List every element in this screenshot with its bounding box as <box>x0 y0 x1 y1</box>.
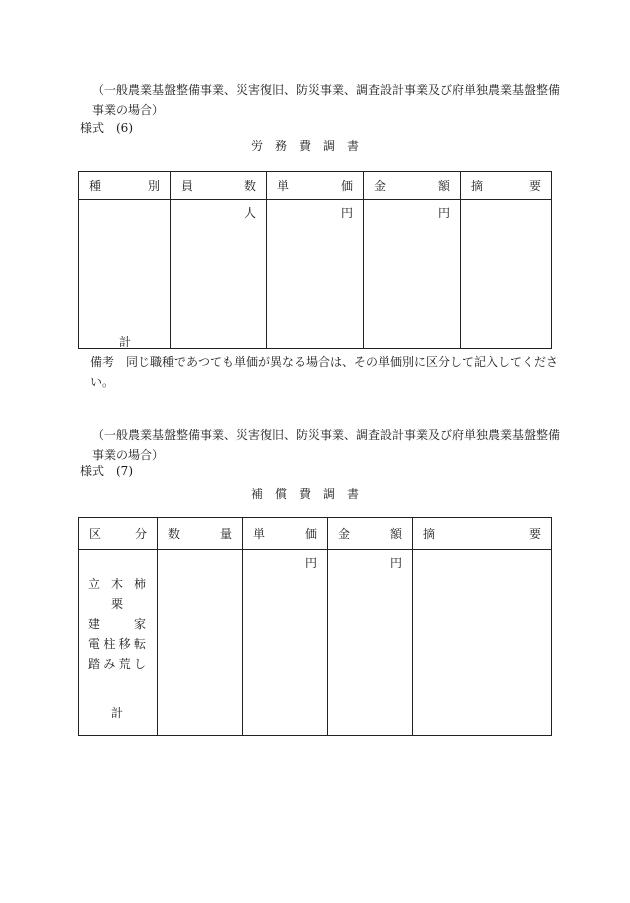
form7-number: 様式 (7) <box>80 464 133 478</box>
char: 価 <box>340 179 353 193</box>
form7-header-cell <box>243 518 328 550</box>
char: 要 <box>528 179 541 193</box>
char: 栗 <box>110 597 123 611</box>
form6-header-row <box>79 172 552 200</box>
form7-unitprice-cell[interactable] <box>243 550 328 736</box>
form6-h-amount <box>364 177 460 194</box>
unit-label: 円 <box>437 206 450 220</box>
form6-header-cell <box>364 172 461 200</box>
char: 要 <box>528 527 541 541</box>
form7-header-cell <box>328 518 413 550</box>
form7-header-cell <box>413 518 552 550</box>
char: 区 <box>89 527 102 541</box>
form6-number: 様式 (6) <box>80 121 133 135</box>
form7-remarks-cell[interactable] <box>413 550 552 736</box>
char: 移 <box>118 637 131 651</box>
char: 種 <box>89 179 102 193</box>
form6-amount-cell[interactable] <box>364 200 461 349</box>
form6-total-label: 計 <box>119 335 132 349</box>
form7-item <box>88 634 146 654</box>
char: 摘 <box>471 179 484 193</box>
form6-header-cell <box>171 172 267 200</box>
unit-label: 円 <box>389 556 402 570</box>
form7-h-category <box>79 525 157 542</box>
char: 踏 <box>88 657 101 671</box>
form7-header-cell <box>158 518 243 550</box>
char: 量 <box>219 527 232 541</box>
form7-h-unitprice <box>243 525 327 542</box>
char: 建 <box>88 617 101 631</box>
form6-scope: （一般農業基盤整備事業、災害復旧、防災事業、調査設計事業及び府単独農業基盤整備事業の場合） <box>92 83 561 117</box>
form6-note: 備考 同じ職種であつても単価が異なる場合は、その単価別に区分して記入してください。 <box>90 355 559 389</box>
char: 電 <box>88 637 101 651</box>
char: 単 <box>253 527 266 541</box>
form6-body-row <box>79 200 552 349</box>
char: 金 <box>338 527 351 541</box>
unit-label: 円 <box>304 556 317 570</box>
form7-scope: （一般農業基盤整備事業、災害復旧、防災事業、調査設計事業及び府単独農業基盤整備事業の場合） <box>92 428 561 462</box>
char: 柿 <box>133 577 146 591</box>
char: 額 <box>437 179 450 193</box>
unit-label: 円 <box>340 206 353 220</box>
char: 数 <box>243 179 256 193</box>
char: 摘 <box>423 527 436 541</box>
form6-count-cell[interactable] <box>171 200 267 349</box>
form7-body-row <box>79 550 552 736</box>
char: 柱 <box>103 637 116 651</box>
char: 木 <box>110 577 123 591</box>
char: 別 <box>147 179 160 193</box>
form7-header-row <box>79 518 552 550</box>
form6-remarks-cell[interactable] <box>461 200 552 349</box>
char: 転 <box>133 637 146 651</box>
form6-header-cell <box>461 172 552 200</box>
form6-kind-cell[interactable] <box>79 200 171 349</box>
unit-label: 人 <box>243 206 256 220</box>
form7-h-quantity <box>158 525 242 542</box>
char: 金 <box>374 179 387 193</box>
form7-total-label: 計 <box>111 706 124 720</box>
form7-amount-cell[interactable] <box>328 550 413 736</box>
form7-item <box>88 654 146 674</box>
form7-item <box>88 594 146 614</box>
form6-unitprice-cell[interactable] <box>267 200 364 349</box>
char: 数 <box>168 527 181 541</box>
form7-h-remarks <box>413 525 551 542</box>
char: 員 <box>181 179 194 193</box>
form6-h-unitprice <box>267 177 363 194</box>
form6-table <box>78 171 552 349</box>
form7-title: 補償費調書 <box>251 487 372 501</box>
form7-h-amount <box>328 525 412 542</box>
char: し <box>133 657 146 671</box>
form7-item <box>88 574 146 594</box>
char: 額 <box>389 527 402 541</box>
form7-header-cell <box>79 518 158 550</box>
form7-item <box>88 614 146 634</box>
form6-title: 労務費調書 <box>251 139 372 153</box>
form6-h-count <box>171 177 266 194</box>
form7-item-list <box>88 574 146 674</box>
form6-header-cell <box>79 172 171 200</box>
form7-table <box>78 517 552 736</box>
char: 立 <box>88 577 101 591</box>
char: み <box>103 657 116 671</box>
char: 分 <box>134 527 147 541</box>
char: 単 <box>277 179 290 193</box>
char: 価 <box>304 527 317 541</box>
form6-header-cell <box>267 172 364 200</box>
form6-h-remarks <box>461 177 551 194</box>
form7-quantity-cell[interactable] <box>158 550 243 736</box>
char: 家 <box>133 617 146 631</box>
form6-h-kind <box>79 177 170 194</box>
char: 荒 <box>118 657 131 671</box>
